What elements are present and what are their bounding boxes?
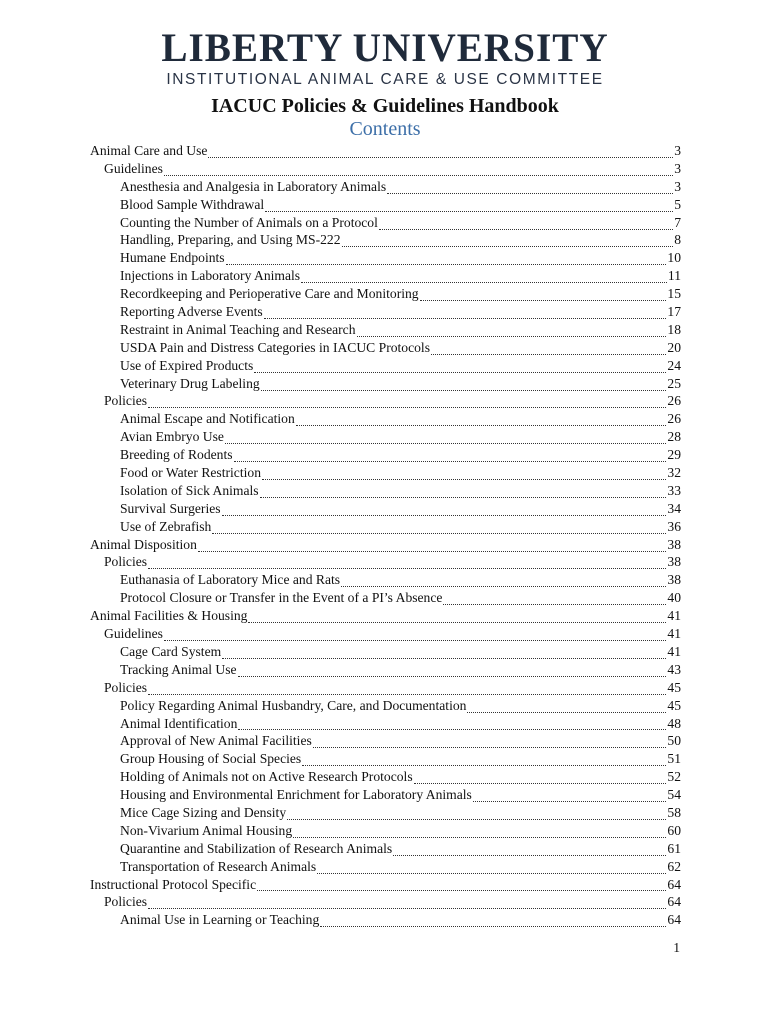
toc-dot-leader [313, 736, 667, 748]
toc-entry[interactable] [90, 589, 681, 607]
toc-entry[interactable] [90, 858, 681, 876]
toc-entry-page: 3 [674, 160, 681, 176]
toc-entry[interactable] [90, 607, 681, 625]
toc-entry-title: Guidelines [104, 160, 163, 176]
toc-entry-title: Approval of New Animal Facilities [120, 733, 312, 749]
toc-entry-page: 41 [667, 608, 681, 624]
toc-entry-page: 41 [667, 626, 681, 642]
toc-entry[interactable] [90, 553, 681, 571]
toc-entry[interactable] [90, 410, 681, 428]
toc-dot-leader [148, 683, 666, 695]
toc-entry[interactable] [90, 536, 681, 554]
toc-entry-page: 7 [674, 214, 681, 230]
toc-entry[interactable] [90, 357, 681, 375]
toc-dot-leader [320, 915, 666, 927]
toc-entry-title: Policies [104, 393, 148, 409]
toc-dot-leader [265, 200, 673, 212]
toc-dot-leader [301, 271, 667, 283]
toc-dot-leader [296, 414, 667, 426]
toc-dot-leader [287, 808, 666, 820]
toc-dot-leader [387, 182, 673, 194]
toc-entry-title: Injections in Laboratory Animals [120, 268, 301, 284]
toc-entry-page: 38 [667, 554, 681, 570]
contents-heading: Contents [349, 118, 421, 140]
toc-dot-leader [254, 361, 666, 373]
logo-subtitle: INSTITUTIONAL ANIMAL CARE & USE COMMITTEE [166, 71, 604, 88]
toc-entry-page: 64 [667, 912, 681, 928]
toc-entry-page: 36 [667, 518, 681, 534]
toc-entry[interactable] [90, 500, 681, 518]
toc-entry-page: 34 [667, 500, 681, 516]
toc-entry-title: Survival Surgeries [120, 500, 221, 516]
toc-entry-title: Recordkeeping and Perioperative Care and Monitoring [120, 286, 419, 302]
toc-entry-page: 24 [667, 357, 681, 373]
toc-entry-title: USDA Pain and Distress Categories in IACUC Protocols [120, 339, 431, 355]
toc-dot-leader [293, 826, 666, 838]
toc-entry[interactable] [90, 768, 681, 786]
toc-dot-leader [248, 611, 666, 623]
toc-entry-page: 26 [667, 393, 681, 409]
toc-entry-page: 29 [667, 447, 681, 463]
toc-entry-page: 54 [667, 787, 681, 803]
toc-entry-title: Policies [104, 554, 148, 570]
toc-entry[interactable] [90, 178, 681, 196]
toc-entry-title: Housing and Environmental Enrichment for Laboratory Animals [120, 787, 472, 803]
toc-entry[interactable] [90, 697, 681, 715]
toc-entry-page: 41 [667, 643, 681, 659]
toc-dot-leader [234, 450, 667, 462]
toc-entry-title: Transportation of Research Animals [120, 858, 317, 874]
toc-entry-title: Animal Care and Use [90, 143, 208, 158]
toc-entry-title: Counting the Number of Animals on a Protocol [120, 214, 378, 230]
page-number: 1 [673, 940, 680, 955]
toc-entry-title: Animal Identification [120, 715, 238, 731]
toc-entry-page: 15 [667, 286, 681, 302]
toc-entry-title: Policies [104, 894, 148, 910]
toc-entry-title: Blood Sample Withdrawal [120, 196, 265, 212]
toc-dot-leader [260, 486, 667, 498]
toc-entry[interactable] [90, 214, 681, 232]
logo-wordmark: LIBERTY UNIVERSITY [161, 25, 609, 70]
toc-entry-page: 64 [667, 894, 681, 910]
toc-entry[interactable] [90, 321, 681, 339]
toc-entry-page: 8 [674, 232, 681, 248]
toc-entry[interactable] [90, 786, 681, 804]
toc-entry-page: 40 [667, 590, 681, 606]
toc-dot-leader [225, 432, 666, 444]
toc-entry[interactable] [90, 482, 681, 500]
toc-entry-title: Use of Expired Products [120, 357, 254, 373]
toc-entry-page: 52 [667, 769, 681, 785]
toc-entry-page: 38 [667, 536, 681, 552]
toc-entry-page: 48 [667, 715, 681, 731]
toc-entry-page: 5 [674, 196, 681, 212]
toc-entry-page: 3 [674, 143, 681, 158]
toc-entry-title: Reporting Adverse Events [120, 304, 263, 320]
toc-entry[interactable] [90, 231, 681, 249]
toc-dot-leader [222, 647, 666, 659]
toc-dot-leader [393, 844, 666, 856]
toc-entry[interactable] [90, 196, 681, 214]
toc-entry-title: Policies [104, 679, 148, 695]
toc-entry-title: Breeding of Rodents [120, 447, 233, 463]
toc-dot-leader [302, 754, 666, 766]
toc-entry-title: Use of Zebrafish [120, 518, 212, 534]
toc-entry-page: 25 [667, 375, 681, 391]
toc-entry-title: Mice Cage Sizing and Density [120, 804, 287, 820]
toc-entry[interactable] [90, 518, 681, 536]
toc-entry-page: 18 [667, 321, 681, 337]
toc-entry[interactable] [90, 428, 681, 446]
toc-dot-leader [341, 575, 666, 587]
toc-entry-page: 62 [667, 858, 681, 874]
toc-dot-leader [420, 289, 667, 301]
toc-entry[interactable] [90, 750, 681, 768]
university-logo [0, 26, 770, 89]
toc-entry-page: 51 [667, 751, 681, 767]
toc-dot-leader [148, 897, 666, 909]
toc-entry[interactable] [90, 911, 681, 929]
toc-entry-page: 60 [667, 822, 681, 838]
toc-entry-page: 45 [667, 679, 681, 695]
toc-entry[interactable] [90, 715, 681, 733]
toc-entry[interactable] [90, 375, 681, 393]
toc-entry[interactable] [90, 446, 681, 464]
toc-entry-page: 26 [667, 411, 681, 427]
toc-entry-page: 32 [667, 465, 681, 481]
toc-entry[interactable] [90, 661, 681, 679]
toc-entry[interactable] [90, 142, 681, 160]
toc-entry-title: Animal Disposition [90, 536, 197, 552]
toc-entry-page: 64 [667, 876, 681, 892]
toc-entry[interactable] [90, 625, 681, 643]
toc-entry[interactable] [90, 464, 681, 482]
toc-entry-title: Group Housing of Social Species [120, 751, 302, 767]
toc-entry-page: 43 [667, 661, 681, 677]
toc-entry-title: Holding of Animals not on Active Research Protocols [120, 769, 413, 785]
toc-dot-leader [257, 879, 666, 891]
toc-entry[interactable] [90, 822, 681, 840]
toc-entry-page: 33 [667, 482, 681, 498]
toc-dot-leader [414, 772, 667, 784]
toc-entry-title: Guidelines [104, 626, 163, 642]
toc-dot-leader [164, 164, 673, 176]
toc-entry-title: Isolation of Sick Animals [120, 482, 259, 498]
toc-dot-leader [342, 235, 674, 247]
toc-dot-leader [226, 253, 667, 265]
toc-dot-leader [148, 396, 666, 408]
table-of-contents [90, 142, 681, 929]
toc-entry-title: Instructional Protocol Specific [90, 876, 257, 892]
toc-entry[interactable] [90, 160, 681, 178]
toc-dot-leader [317, 862, 666, 874]
toc-entry-title: Anesthesia and Analgesia in Laboratory Animals [120, 178, 387, 194]
toc-dot-leader [212, 522, 666, 534]
toc-entry-title: Non-Vivarium Animal Housing [120, 822, 293, 838]
toc-entry-title: Restraint in Animal Teaching and Research [120, 321, 356, 337]
toc-entry-page: 28 [667, 429, 681, 445]
toc-entry[interactable] [90, 339, 681, 357]
toc-entry-page: 45 [667, 697, 681, 713]
toc-entry-page: 61 [667, 840, 681, 856]
toc-dot-leader [208, 146, 673, 158]
toc-dot-leader [238, 665, 667, 677]
toc-dot-leader [467, 701, 666, 713]
toc-dot-leader [198, 540, 667, 552]
toc-entry-title: Protocol Closure or Transfer in the Event of a PI’s Absence [120, 590, 443, 606]
toc-entry-page: 38 [667, 572, 681, 588]
toc-entry-page: 10 [667, 250, 681, 266]
toc-entry-title: Animal Facilities & Housing [90, 608, 248, 624]
toc-dot-leader [431, 343, 666, 355]
toc-dot-leader [379, 218, 673, 230]
toc-entry[interactable] [90, 392, 681, 410]
toc-dot-leader [262, 468, 666, 480]
toc-entry-title: Humane Endpoints [120, 250, 225, 266]
toc-entry-title: Veterinary Drug Labeling [120, 375, 260, 391]
toc-entry-page: 50 [667, 733, 681, 749]
toc-entry-title: Handling, Preparing, and Using MS-222 [120, 232, 341, 248]
toc-dot-leader [238, 718, 666, 730]
toc-entry[interactable] [90, 303, 681, 321]
toc-entry[interactable] [90, 804, 681, 822]
toc-entry-page: 58 [667, 804, 681, 820]
toc-entry-page: 11 [667, 268, 681, 284]
toc-entry[interactable] [90, 285, 681, 303]
toc-dot-leader [261, 379, 667, 391]
toc-entry-title: Tracking Animal Use [120, 661, 237, 677]
toc-entry[interactable] [90, 643, 681, 661]
toc-dot-leader [357, 325, 667, 337]
toc-entry-title: Policy Regarding Animal Husbandry, Care, and Documentation [120, 697, 467, 713]
toc-entry-title: Animal Use in Learning or Teaching [120, 912, 320, 928]
toc-entry[interactable] [90, 840, 681, 858]
toc-dot-leader [148, 557, 666, 569]
toc-entry[interactable] [90, 876, 681, 894]
toc-entry[interactable] [90, 249, 681, 267]
toc-entry-title: Cage Card System [120, 643, 222, 659]
toc-entry-title: Quarantine and Stabilization of Research Animals [120, 840, 393, 856]
toc-entry[interactable] [90, 571, 681, 589]
toc-entry-title: Avian Embryo Use [120, 429, 224, 445]
toc-dot-leader [222, 504, 667, 516]
toc-entry-title: Animal Escape and Notification [120, 411, 295, 427]
toc-entry-title: Food or Water Restriction [120, 465, 261, 481]
toc-entry-page: 20 [667, 339, 681, 355]
document-title: IACUC Policies & Guidelines Handbook [211, 95, 559, 117]
toc-entry[interactable] [90, 732, 681, 750]
toc-dot-leader [473, 790, 667, 802]
toc-entry[interactable] [90, 267, 681, 285]
toc-entry-page: 17 [667, 304, 681, 320]
toc-entry-page: 3 [674, 178, 681, 194]
toc-entry[interactable] [90, 893, 681, 911]
toc-entry[interactable] [90, 679, 681, 697]
toc-dot-leader [164, 629, 667, 641]
toc-dot-leader [443, 593, 666, 605]
toc-dot-leader [264, 307, 667, 319]
toc-entry-title: Euthanasia of Laboratory Mice and Rats [120, 572, 341, 588]
